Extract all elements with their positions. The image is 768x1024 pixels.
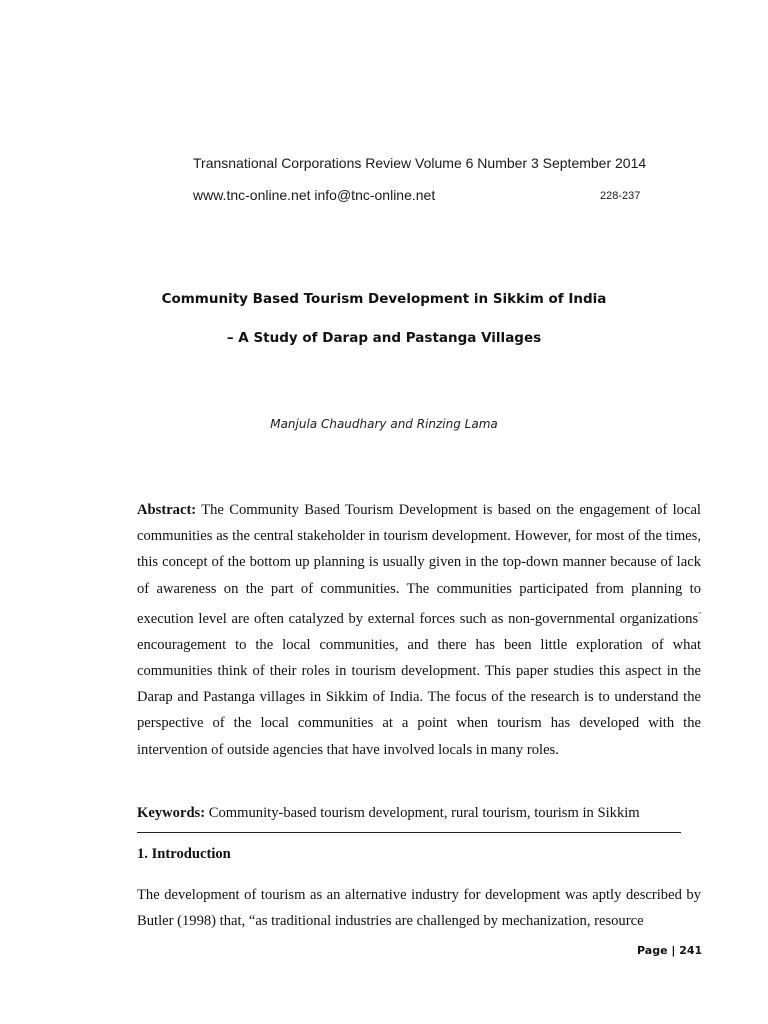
separator-rule bbox=[137, 832, 681, 833]
authors: Manjula Chaudhary and Rinzing Lama bbox=[270, 417, 498, 431]
page-number: Page | 241 bbox=[637, 944, 703, 957]
keywords-line bbox=[137, 805, 701, 822]
keywords-text: Community-based tourism development, rural tourism, tourism in Sikkim bbox=[205, 805, 640, 821]
journal-website-email: www.tnc-online.net info@tnc-online.net bbox=[193, 187, 436, 203]
abstract-text-2: encouragement to the local communities, and there has been little exploration of what communities think of their roles in tourism development. This paper studies this aspect in the Darap and Pastanga villages in Sikkim of India. The focus of the research is to understand the perspective of the local communities at a point when tourism has developed with the intervention of outside agencies that have involved locals in many roles. bbox=[137, 636, 701, 758]
footnote-mark: " bbox=[698, 610, 701, 619]
paper-title-line-2: – A Study of Darap and Pastanga Villages bbox=[226, 330, 542, 346]
abstract-text-1: The Community Based Tourism Development is based on the engagement of local communities as the central stakeholder in tourism development. However, for most of the times, this concept of the bottom up planning is usually given in the top-down manner because of lack of awareness on the part of communities. The communities participated from planning to execution level are often catalyzed by external forces such as non-governmental organizations bbox=[137, 502, 701, 627]
keywords-label: Keywords: bbox=[137, 805, 206, 821]
page-range: 228-237 bbox=[600, 190, 641, 202]
section-heading-introduction: 1. Introduction bbox=[137, 846, 231, 862]
abstract-label: Abstract: bbox=[137, 502, 197, 518]
paper-title-line-1: Community Based Tourism Development in Sikkim of India bbox=[161, 291, 607, 307]
abstract-paragraph bbox=[137, 497, 701, 763]
journal-header: Transnational Corporations Review Volume 6 Number 3 September 2014 bbox=[193, 155, 647, 171]
introduction-paragraph: The development of tourism as an alternative industry for development was aptly described by Butler (1998) that, “as traditional industries are challenged by mechanization, resource bbox=[137, 887, 701, 930]
